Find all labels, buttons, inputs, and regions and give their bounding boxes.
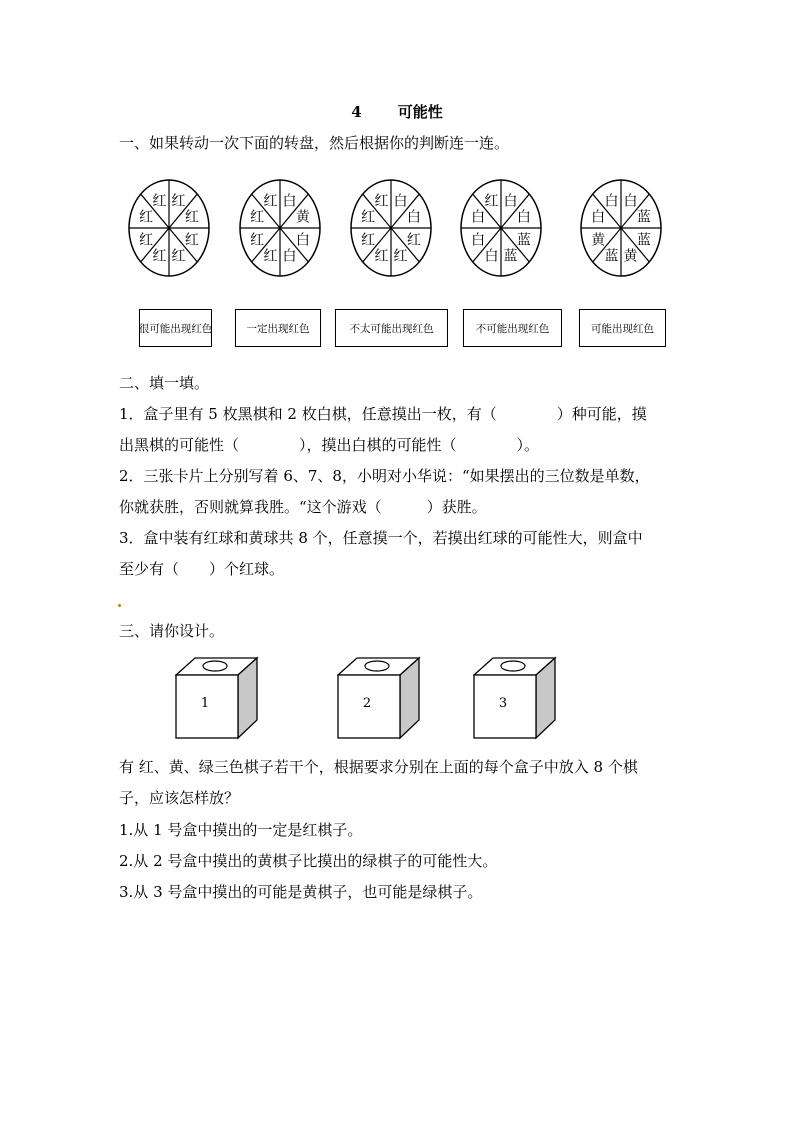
box-number: 2: [362, 696, 372, 711]
spinner-sector-label: 白: [623, 193, 638, 210]
lesson-number: 4: [351, 103, 362, 121]
spinner-sector-label: 红: [393, 248, 408, 265]
section2-heading: 二、填一填。: [119, 374, 210, 392]
spinner-sector-label: 蓝: [516, 232, 531, 249]
spinner-sector-label: 黄: [591, 232, 606, 249]
q2-line1: 2．三张卡片上分别写着 6、7、8，小明对小华说：“如果摆出的三位数是单数，: [119, 467, 650, 485]
spinner-sector-label: 白: [471, 209, 486, 226]
spinner-sector-label: 红: [184, 232, 199, 249]
design-item-3: 3.从 3 号盒中摸出的可能是黄棋子，也可能是绿棋子。: [119, 883, 483, 901]
spinner-sector-label: 红: [406, 232, 421, 249]
spinner-sector-label: 蓝: [503, 248, 518, 265]
q3-line2: 至少有（ ）个红球。: [119, 560, 285, 578]
page-title: [0, 101, 794, 122]
spinner-4: [457, 178, 545, 282]
design-item-1: 1.从 1 号盒中摸出的一定是红棋子。: [119, 821, 363, 839]
label-box-very-likely[interactable]: 很可能出现红色: [139, 309, 212, 347]
spinner-sector-label: 白: [484, 248, 499, 265]
section3-intro-line2: 子，应该怎样放？: [119, 789, 240, 807]
spinner-sector-label: 白: [406, 209, 421, 226]
section3-heading: 三、请你设计。: [119, 622, 225, 640]
q1-line1: 1．盒子里有 5 枚黑棋和 2 枚白棋，任意摸出一枚，有（ ）种可能，摸: [119, 405, 647, 423]
spinner-sector-label: 红: [484, 193, 499, 210]
stray-dot: [118, 604, 121, 607]
spinner-sector-label: 白: [393, 193, 408, 210]
q1-line2: 出黑棋的可能性（ ），摸出白棋的可能性（ ）。: [119, 436, 540, 454]
spinner-sector-label: 白: [282, 248, 297, 265]
q2-line2: 你就获胜，否则就算我胜。“这个游戏（ ）获胜。: [119, 498, 487, 516]
spinner-2: [236, 178, 324, 282]
spinner-sector-label: 红: [361, 232, 376, 249]
box-3: [473, 656, 563, 744]
label-box-impossible[interactable]: 不可能出现红色: [463, 309, 562, 347]
spinner-sector-label: 黄: [295, 209, 310, 226]
spinner-sector-label: 蓝: [604, 248, 619, 265]
spinner-sector-label: 白: [591, 209, 606, 226]
lesson-title: 可能性: [397, 103, 443, 121]
spinner-sector-label: 白: [471, 232, 486, 249]
spinner-sector-label: 红: [263, 248, 278, 265]
box-number: 1: [200, 696, 210, 711]
spinner-sector-label: 红: [171, 248, 186, 265]
box-hole: [203, 661, 227, 671]
spinner-sector-label: 白: [503, 193, 518, 210]
box-number: 3: [498, 696, 508, 711]
spinner-sector-label: 红: [152, 193, 167, 210]
label-box-certain[interactable]: 一定出现红色: [235, 309, 321, 347]
spinner-sector-label: 红: [374, 248, 389, 265]
spinner-sector-label: 红: [250, 232, 265, 249]
box-hole: [365, 661, 389, 671]
spinner-3: [347, 178, 435, 282]
box-2: [337, 656, 427, 744]
spinner-sector-label: 红: [152, 248, 167, 265]
section3-intro-line1: 有 红、黄、绿三色棋子若干个，根据要求分别在上面的每个盒子中放入 8 个棋: [119, 758, 638, 776]
spinner-sector-label: 白: [295, 232, 310, 249]
spinner-sector-label: 白: [516, 209, 531, 226]
spinner-sector-label: 红: [184, 209, 199, 226]
spinner-sector-label: 红: [139, 209, 154, 226]
design-item-2: 2.从 2 号盒中摸出的黄棋子比摸出的绿棋子的可能性大。: [119, 852, 498, 870]
spinner-sector-label: 蓝: [636, 232, 651, 249]
spinner-1: [125, 178, 213, 282]
spinner-sector-label: 红: [361, 209, 376, 226]
spinner-sector-label: 红: [374, 193, 389, 210]
spinner-5: [577, 178, 665, 282]
box-hole: [501, 661, 525, 671]
spinner-sector-label: 白: [604, 193, 619, 210]
label-box-unlikely[interactable]: 不太可能出现红色: [335, 309, 448, 347]
spinner-sector-label: 红: [139, 232, 154, 249]
label-box-possible[interactable]: 可能出现红色: [579, 309, 666, 347]
spinner-sector-label: 红: [263, 193, 278, 210]
box-1: [175, 656, 265, 744]
spinner-sector-label: 红: [171, 193, 186, 210]
spinner-sector-label: 白: [282, 193, 297, 210]
spinner-sector-label: 红: [250, 209, 265, 226]
section1-heading: 一、如果转动一次下面的转盘，然后根据你的判断连一连。: [119, 134, 510, 152]
spinner-sector-label: 黄: [623, 248, 638, 265]
q3-line1: 3．盒中装有红球和黄球共 8 个，任意摸一个，若摸出红球的可能性大，则盒中: [119, 529, 643, 547]
spinner-sector-label: 蓝: [636, 209, 651, 226]
